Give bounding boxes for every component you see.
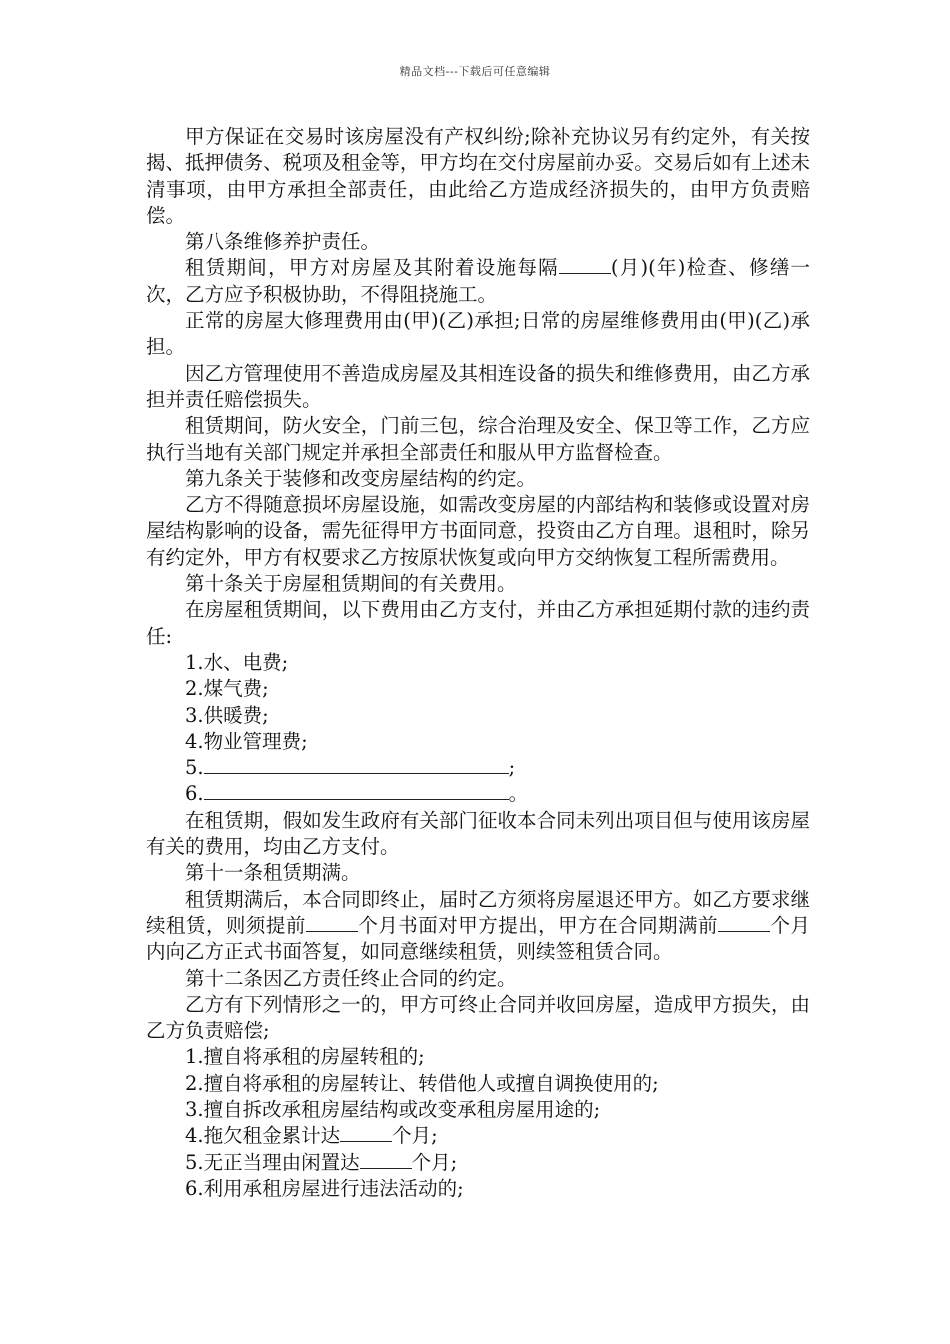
paragraph-damage: 因乙方管理使用不善造成房屋及其相连设备的损失和维修费用，由乙方承担并责任赔偿损失。 (146, 361, 810, 411)
termination-item-3: 3.擅自拆改承租房屋结构或改变承租房屋用途的; (185, 1097, 601, 1121)
fee-item-5-end: ; (508, 756, 516, 780)
inspection-interval-blank[interactable] (559, 255, 611, 274)
article-12-heading: 第十二条因乙方责任终止合同的约定。 (185, 966, 517, 990)
fee-item-2: 2.煤气费; (185, 677, 269, 701)
idle-text-a: 5.无正当理由闲置达 (185, 1150, 360, 1174)
expiry-text-b: 个月书面对甲方提出，甲方在合同期满前 (357, 913, 719, 937)
article-9-heading: 第九条关于装修和改变房屋结构的约定。 (185, 466, 537, 490)
arrears-text-b: 个月; (392, 1124, 438, 1148)
fee-item-6-end: 。 (508, 782, 529, 806)
inspection-text-a: 租赁期间，甲方对房屋及其附着设施每隔 (185, 256, 559, 280)
expiry-reply-blank[interactable] (718, 913, 770, 932)
inspection-text-b: (月)(年)检查、修缮一次，乙方应予积极协助，不得阻挠施工。 (146, 256, 810, 306)
paragraph-fees-intro: 在房屋租赁期间，以下费用由乙方支付，并由乙方承担延期付款的违约责任: (146, 598, 810, 648)
paragraph-expiry (146, 887, 810, 966)
arrears-text-a: 4.拖欠租金累计达 (185, 1124, 341, 1148)
fee-item-4: 4.物业管理费; (185, 729, 308, 753)
idle-months-blank[interactable] (360, 1150, 412, 1169)
paragraph-guarantee: 甲方保证在交易时该房屋没有产权纠纷;除补充协议另有约定外，有关按揭、抵押债务、税项及租金等，甲方均在交付房屋前办妥。交易后如有上述未清事项，由甲方承担全部责任，由此给乙方造成经济损失的，由甲方负责赔偿。 (146, 125, 810, 227)
expiry-notice-blank[interactable] (306, 913, 358, 932)
fee-item-6-blank[interactable] (204, 781, 509, 800)
idle-text-b: 个月; (411, 1150, 458, 1174)
paragraph-renovation: 乙方不得随意损坏房屋设施，如需改变房屋的内部结构和装修或设置对房屋结构影响的设备，需先征得甲方书面同意，投资由乙方自理。退租时，除另有约定外，甲方有权要求乙方按原状恢复或向甲方交纳恢复工程所需费用。 (146, 493, 810, 569)
paragraph-termination-intro: 乙方有下列情形之一的，甲方可终止合同并收回房屋，造成甲方损失，由乙方负责赔偿; (146, 992, 810, 1043)
termination-item-5 (146, 1150, 810, 1176)
article-11-heading: 第十一条租赁期满。 (185, 861, 361, 885)
fee-item-5-blank[interactable] (204, 755, 509, 774)
expiry-text-c: 个月内向乙方正式书面答复，如同意继续租赁，则续签租赁合同。 (146, 913, 810, 964)
fee-item-5 (146, 755, 810, 781)
paragraph-repair-costs: 正常的房屋大修理费用由(甲)(乙)承担;日常的房屋维修费用由(甲)(乙)承担。 (146, 309, 810, 359)
article-10-heading: 第十条关于房屋租赁期间的有关费用。 (185, 572, 517, 596)
page-header: 精品文档---下载后可任意编辑 (399, 65, 551, 78)
article-8-heading: 第八条维修养护责任。 (185, 230, 381, 254)
termination-item-2: 2.擅自将承租的房屋转让、转借他人或擅自调换使用的; (185, 1071, 659, 1095)
contract-body (146, 124, 810, 1202)
fee-item-5-number: 5. (185, 756, 204, 780)
fee-item-6 (146, 781, 810, 807)
fee-item-3: 3.供暖费; (185, 703, 269, 727)
termination-item-6: 6.利用承租房屋进行违法活动的; (185, 1176, 464, 1200)
termination-item-1: 1.擅自将承租的房屋转租的; (185, 1045, 425, 1069)
termination-item-4 (146, 1123, 810, 1149)
paragraph-government-fees: 在租赁期，假如发生政府有关部门征收本合同未列出项目但与使用该房屋有关的费用，均由乙方支付。 (146, 808, 810, 859)
fee-item-1: 1.水、电费; (185, 650, 289, 674)
arrears-months-blank[interactable] (340, 1123, 392, 1142)
paragraph-safety: 租赁期间，防火安全，门前三包，综合治理及安全、保卫等工作，乙方应执行当地有关部门规定并承担全部责任和服从甲方监督检查。 (146, 414, 810, 464)
expiry-text-a: 租赁期满后，本合同即终止，届时乙方须将房屋退还甲方。如乙方要求继续租赁，则须提前 (146, 887, 810, 937)
fee-item-6-number: 6. (185, 782, 204, 806)
paragraph-inspection (146, 255, 810, 308)
